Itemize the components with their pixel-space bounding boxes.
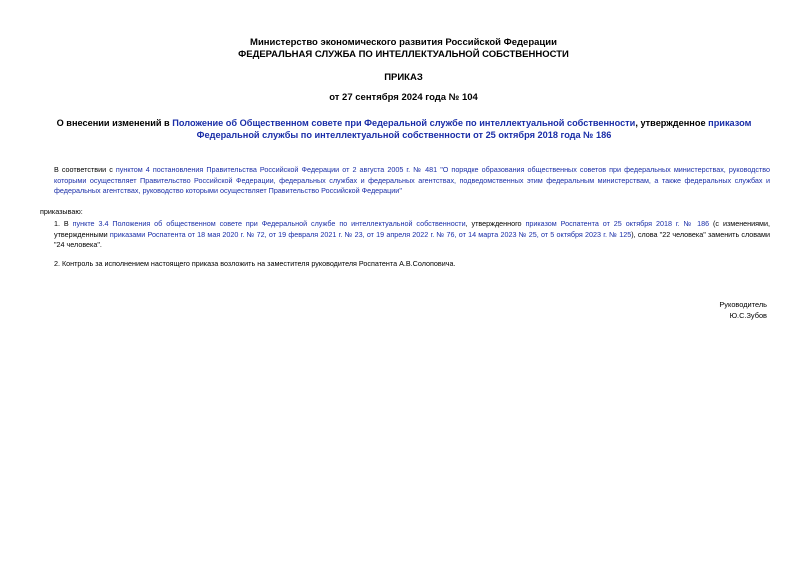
- item-1-text-b: , утвержденного: [465, 219, 526, 228]
- title-link-regulation[interactable]: Положение об Общественном совете при Федеральной службе по интеллектуальной собственности: [172, 118, 636, 128]
- title-prefix: О внесении изменений в: [56, 118, 173, 128]
- item-1-text-c: (с изменениями, утвержденными: [54, 219, 770, 239]
- document-title: [48, 117, 760, 141]
- service-heading: ФЕДЕРАЛЬНАЯ СЛУЖБА ПО ИНТЕЛЛЕКТУАЛЬНОЙ СОБСТВЕННОСТИ: [238, 49, 569, 60]
- item-1-number: 1.: [54, 219, 60, 228]
- preamble-text: В соответствии с: [54, 165, 116, 174]
- item-1-text-d: ), слова "22 человека" заменить словами "24 человека".: [54, 229, 770, 249]
- item-1-paragraph: [54, 219, 770, 251]
- preamble-paragraph: [54, 165, 770, 197]
- signature-position: Руководитель: [719, 300, 767, 309]
- document-date: от 27 сентября 2024 года № 104: [329, 92, 478, 103]
- order-word: приказываю:: [40, 207, 83, 216]
- title-middle: , утвержденное: [635, 118, 709, 128]
- item-1-link-amendments[interactable]: приказами Роспатента от 18 мая 2020 г. № 72, от 19 февраля 2021 г. № 23, от 19 апреля 2022 г. № 76, от 14 марта 2023 № 25, от 5 октября 2023 г. № 125: [109, 229, 632, 239]
- item-2-paragraph: 2. Контроль за исполнением настоящего приказа возложить на заместителя руководителя Роспатента А.В.Солоповича.: [54, 259, 456, 268]
- item-1-link-clause[interactable]: пункте 3.4 Положения об общественном совете при Федеральной службе по интеллектуальной собственности: [72, 219, 466, 228]
- preamble-link-decree[interactable]: пунктом 4 постановления Правительства Российской Федерации от 2 августа 2005 г. № 481 "О порядке образования общественных советов при федеральных министерствах, руководство которыми осуществляет Правительство Российской Федерации, федеральных службах и федеральных агентствах, подведомственных этим федеральным министерствам, а также федеральных службах и федеральных агентствах, руководство которыми осуществляет Правительство Российской Федерации": [54, 165, 770, 195]
- item-1-text-a: В: [63, 219, 73, 228]
- item-1-link-order[interactable]: приказом Роспатента от 25 октября 2018 г. № 186: [525, 219, 710, 228]
- signature-name: Ю.С.Зубов: [729, 311, 767, 320]
- document-type: ПРИКАЗ: [384, 72, 423, 83]
- ministry-heading: Министерство экономического развития Российской Федерации: [250, 37, 557, 48]
- title-link-order[interactable]: приказом Федеральной службы по интеллектуальной собственности от 25 октября 2018 года № 186: [196, 118, 752, 140]
